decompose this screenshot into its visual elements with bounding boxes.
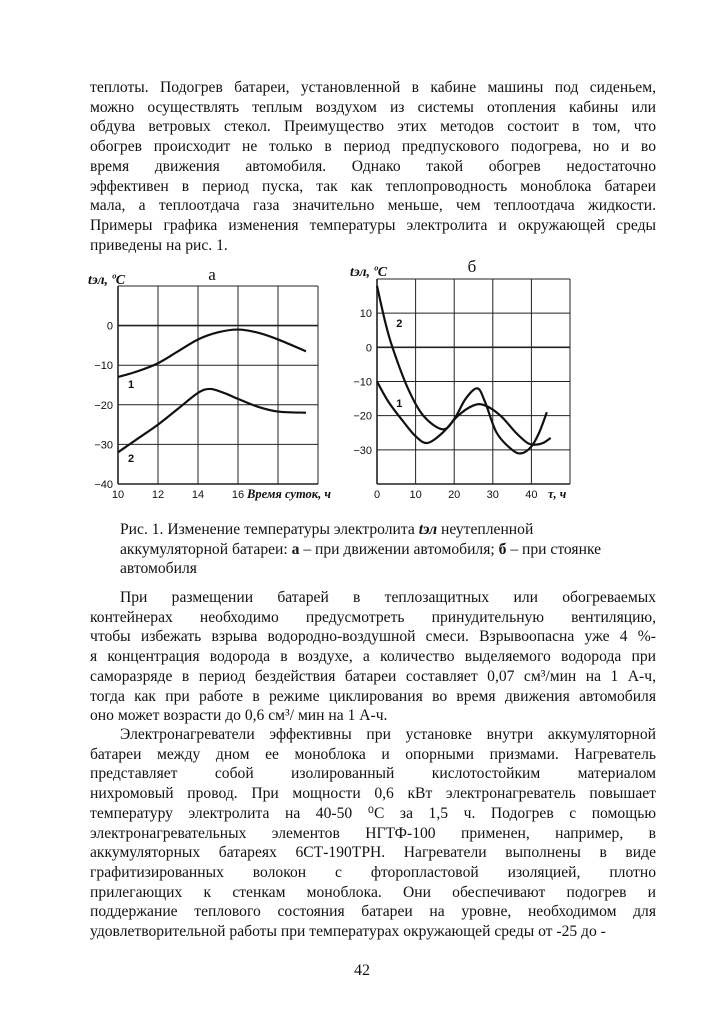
series-line-2 (377, 286, 547, 454)
x-tick-label: 0 (373, 489, 381, 501)
caption-line-3: автомобиля (120, 560, 197, 578)
y-tick-label: 0 (365, 342, 372, 355)
text-line: можно осуществлять теплым воздухом из системы отопления кабины или (90, 98, 656, 116)
series-label-2: 2 (396, 317, 403, 330)
x-tick-label: 16 (231, 489, 245, 501)
caption-line-1 (120, 520, 656, 540)
x-tick-label: 20 (448, 489, 461, 501)
text-line: Примеры графика изменения температуры электролита и окружающей среды (90, 216, 656, 234)
x-tick-label: 14 (191, 489, 205, 501)
text-line: прилегающих к стенкам моноблока. Они обеспечивают подогрев и (90, 883, 656, 901)
paragraph-2 (90, 588, 656, 726)
chart-title: б (467, 257, 477, 276)
text-line: эффективен в период пуска, так как теплопроводность моноблока батареи (90, 177, 656, 195)
y-tick-label: −20 (353, 410, 372, 423)
text-line: время движения автомобиля. Однако такой обогрев недостаточно (90, 157, 656, 175)
x-tick-label: 30 (486, 489, 499, 501)
text-line: электронагревательных элементов НГТФ-100 применен, например, в (90, 824, 656, 842)
series-label-1: 1 (396, 398, 403, 411)
y-axis-label: tэл, ºС (350, 265, 388, 280)
caption-label-b: б (498, 540, 507, 558)
text-line: нихромовый провод. При мощности 0,6 кВт электронагреватель повышает (90, 785, 656, 803)
text-line: контейнерах необходимо предусмотреть принудительную вентиляцию, (90, 608, 656, 626)
text-line: Электронагреватели эффективны при установке внутри аккумуляторной (120, 726, 656, 743)
text-line: приведены на рис. 1. (90, 236, 228, 254)
x-tick-label: 10 (111, 489, 125, 501)
text-line: чтобы избежать взрыва водородно-воздушной смеси. Взрывоопасна уже 4 %- (90, 628, 656, 646)
text-line: оно может возрасти до 0,6 см³/ мин на 1 А-ч. (90, 707, 388, 725)
y-tick-label: −10 (353, 376, 372, 389)
caption-text: неутепленной (437, 521, 534, 538)
x-axis-label: Время суток, ч (247, 487, 331, 501)
y-tick-label: −20 (94, 399, 113, 412)
text-line: температуру электролита на 40-50 ⁰С за 1,5 ч. Подогрев с помощью (90, 804, 656, 822)
page-number: 42 (354, 962, 370, 979)
y-tick-label: −30 (94, 439, 113, 452)
y-tick-label: −30 (353, 444, 372, 457)
text-line: обогрев происходит не только в период предпускового подогрева, но и во (90, 138, 656, 156)
series-label-1: 1 (128, 379, 135, 392)
text-line: саморазряде в период бездействия батареи составляет 0,07 см³/мин на 1 А-ч, (90, 667, 656, 685)
text-line: тогда как при работе в режиме циклирования во время движения автомобиля (90, 687, 656, 705)
series-label-2: 2 (128, 453, 135, 466)
text-line: батареи между дном ее моноблока и опорными призмами. Нагреватель (90, 745, 656, 763)
text-line: мала, а теплоотдача газа значительно меньше, чем теплоотдача жидкости. (90, 197, 656, 215)
caption-text: – при движении автомобиля; (299, 540, 499, 558)
x-tick-label: 12 (151, 489, 165, 501)
y-tick-label: −10 (94, 360, 113, 373)
text-line: теплоты. Подогрев батареи, установленной в кабине машины под сиденьем, (90, 79, 656, 96)
text-line: графитизированных волокон с фторопластовой изоляцией, плотно (90, 863, 656, 881)
caption-symbol: tэл (418, 521, 438, 538)
x-tick-label: 40 (525, 489, 538, 501)
series-line-1 (377, 382, 551, 445)
y-tick-label: −40 (94, 479, 113, 491)
x-axis-label: τ, ч (548, 487, 567, 501)
y-tick-label: 0 (106, 320, 113, 333)
caption-label-a: а (291, 540, 300, 558)
text-line: представляет собой изолированный кислотостойким материалом (90, 765, 656, 783)
text-line: аккумуляторных батареях 6СТ-190ТРН. Нагреватели выполнены в виде (90, 844, 656, 862)
caption-text: Рис. 1. Изменение температуры электролита (120, 521, 419, 538)
text-line: я концентрация водорода в воздухе, а количество выделяемого водорода при (90, 648, 656, 666)
caption-line-2 (120, 540, 656, 560)
y-tick-label: 10 (359, 308, 372, 321)
y-axis-label: tэл, ºС (88, 273, 126, 288)
paragraph-3 (90, 725, 656, 942)
text-line: При размещении батарей в теплозащитных или обогреваемых (120, 589, 656, 606)
x-tick-label: 10 (409, 489, 422, 501)
text-line: удовлетворительной работы при температурах окружающей среды от -25 до - (90, 923, 606, 941)
figure-caption (120, 520, 656, 579)
chart-title: а (208, 265, 216, 284)
caption-text: – при стоянке (506, 540, 602, 558)
text-line: поддержание теплового состояния батареи на уровне, необходимом для (90, 903, 656, 921)
text-line: обдува ветровых стекол. Преимущество этих методов состоит в том, что (90, 118, 656, 136)
caption-text: аккумуляторной батареи: (120, 540, 292, 558)
